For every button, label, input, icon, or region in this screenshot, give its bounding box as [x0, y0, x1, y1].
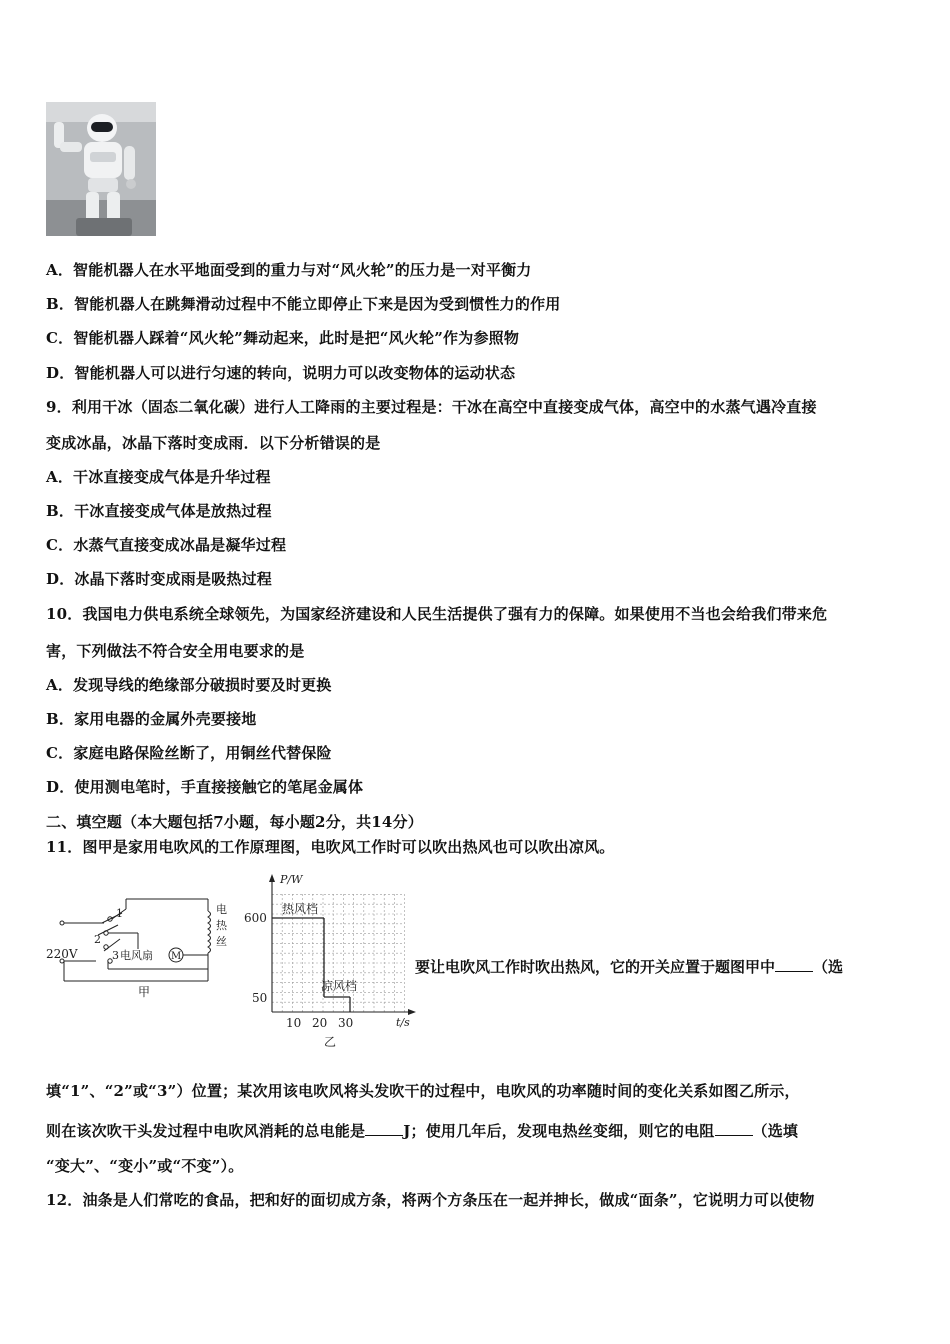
switch-label-3: 3	[112, 949, 119, 962]
q11-line3-before: 则在该次吹干头发过程中电吹风消耗的总电能是	[46, 1122, 366, 1140]
graph-x-axis-label: t/s	[396, 1016, 410, 1029]
supply-voltage-label: 220V	[46, 947, 78, 961]
section2-heading: 二、填空题（本大题包括7小题，每小题2分，共14分）	[46, 813, 423, 831]
graph-y-tick-50: 50	[252, 991, 268, 1005]
q11-inline-before: 要让电吹风工作时吹出热风，它的开关应置于题图甲中	[415, 958, 776, 976]
graph-x-tick-10: 10	[286, 1016, 302, 1030]
q10-option-b: B．家用电器的金属外壳要接地	[46, 710, 257, 728]
q9-option-c: C．水蒸气直接变成冰晶是凝华过程	[46, 536, 287, 554]
hot-mode-label: 热风档	[282, 902, 319, 916]
q8-option-b: B．智能机器人在跳舞滑动过程中不能立即停止下来是因为受到惯性力的作用	[46, 295, 561, 313]
circuit-diagram	[46, 895, 236, 1000]
q12-stem-line1: 12．油条是人们常吃的食品，把和好的面切成方条，将两个方条压在一起并抻长，做成“面条”，它说明力可以使物	[46, 1191, 815, 1209]
q8-option-c: C．智能机器人踩着“风火轮”舞动起来，此时是把“风火轮”作为参照物	[46, 329, 520, 347]
q11-blank-resistance[interactable]	[715, 1121, 753, 1136]
q10-option-d: D．使用测电笔时，手直接接触它的笔尾金属体	[46, 778, 364, 796]
q10-stem-line1: 10．我国电力供电系统全球领先，为国家经济建设和人民生活提供了强有力的保障。如果使用不当也会给我们带来危	[46, 605, 828, 623]
q11-line4: “变大”、“变小”或“不变”）。	[46, 1157, 244, 1175]
q8-option-d: D．智能机器人可以进行匀速的转向，说明力可以改变物体的运动状态	[46, 364, 516, 382]
q11-inline-after: （选	[813, 958, 844, 976]
q11-blank-energy[interactable]	[365, 1121, 403, 1136]
q9-option-d: D．冰晶下落时变成雨是吸热过程	[46, 570, 273, 588]
graph-x-tick-30: 30	[338, 1016, 354, 1030]
q10-option-c: C．家庭电路保险丝断了，用铜丝代替保险	[46, 744, 332, 762]
q11-stem: 11．图甲是家用电吹风的工作原理图，电吹风工作时可以吹出热风也可以吹出凉风。	[46, 838, 615, 856]
switch-label-2: 2	[94, 933, 101, 946]
q9-option-b: B．干冰直接变成气体是放热过程	[46, 502, 272, 520]
cool-mode-label: 凉风档	[321, 979, 358, 993]
q10-stem-line2: 害，下列做法不符合安全用电要求的是	[46, 642, 305, 660]
humanoid-robot-photo	[46, 102, 156, 236]
q8-option-a: A．智能机器人在水平地面受到的重力与对“风火轮”的压力是一对平衡力	[46, 261, 532, 279]
q9-option-a: A．干冰直接变成气体是升华过程	[46, 468, 271, 486]
q11-inline-line	[415, 957, 843, 977]
q11-line3-after: （选填	[752, 1122, 799, 1140]
q9-stem-line2: 变成冰晶，冰晶下落时变成雨．以下分析错误的是	[46, 434, 381, 452]
q11-line3-mid: J；使用几年后，发现电热丝变细，则它的电阻	[403, 1122, 715, 1140]
graph-y-axis-label: P/W	[280, 873, 303, 886]
heater-label-1: 电	[216, 903, 227, 916]
q11-blank-switch-position[interactable]	[775, 957, 813, 972]
graph-caption: 乙	[324, 1035, 337, 1049]
q11-line3	[46, 1121, 798, 1141]
q9-stem-line1: 9．利用干冰（固态二氧化碳）进行人工降雨的主要过程是：干冰在高空中直接变成气体，高空中的水蒸气遇冷直接	[46, 398, 817, 416]
q11-line2: 填“1”、“2”或“3”）位置；某次用该电吹风将头发吹干的过程中，电吹风的功率随时间的变化关系如图乙所示，	[46, 1082, 800, 1100]
fan-label: 电风扇	[120, 949, 153, 962]
graph-y-tick-600: 600	[244, 911, 267, 925]
heater-label-2: 热	[216, 919, 227, 932]
q10-option-a: A．发现导线的绝缘部分破损时要及时更换	[46, 676, 332, 694]
switch-label-1: 1	[116, 907, 123, 920]
circuit-caption: 甲	[138, 985, 151, 999]
motor-symbol: M	[171, 951, 182, 962]
graph-x-tick-20: 20	[312, 1016, 328, 1030]
heater-label-3: 丝	[216, 935, 227, 948]
power-time-graph	[240, 870, 420, 1050]
